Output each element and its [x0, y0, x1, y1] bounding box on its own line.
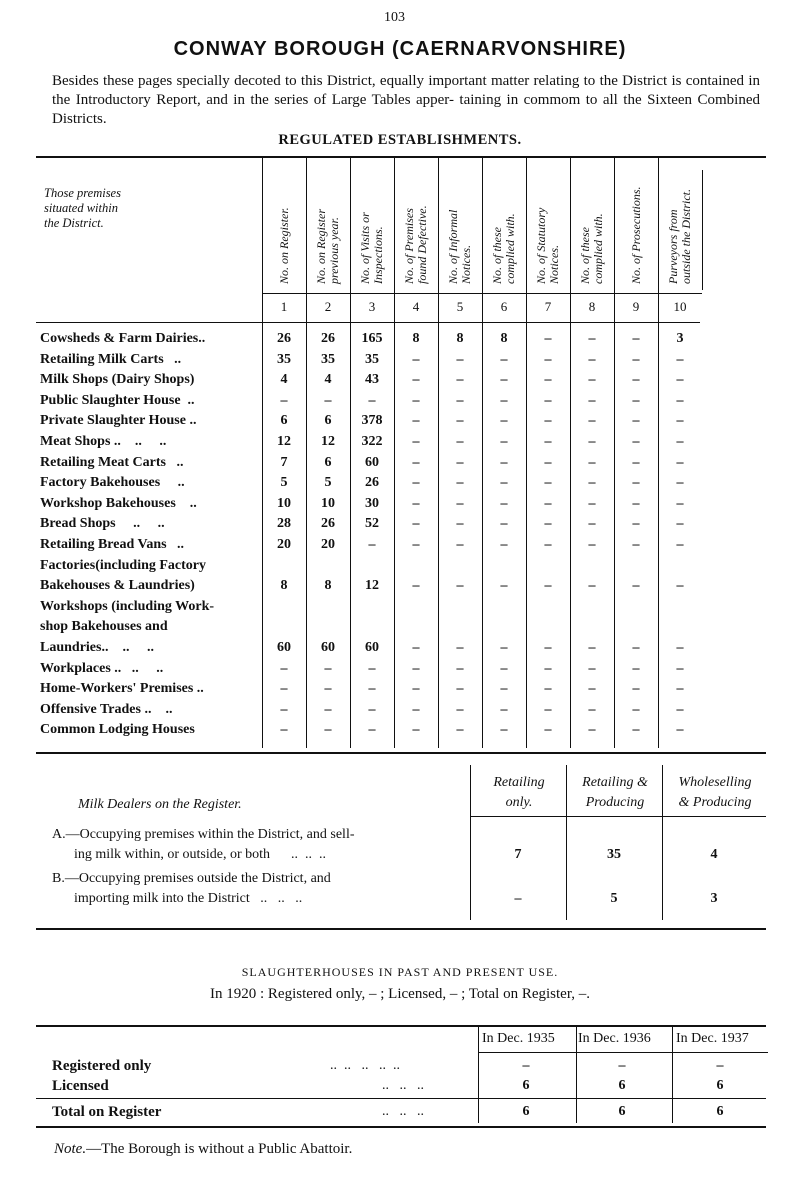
leader-dots: .. .. .. .. .. [330, 1058, 400, 1073]
table-cell: 4 [280, 372, 288, 388]
column-header-7: No. of Statutory [534, 207, 548, 284]
row-label: Workshop Bakehouses .. [40, 495, 197, 511]
table-cell: – [632, 331, 640, 346]
table-cell: 28 [277, 516, 291, 532]
row-label: Workplaces .. .. .. [40, 660, 164, 676]
table-cell: 4 [324, 372, 332, 388]
table-cell: – [280, 660, 288, 676]
regulated-heading: REGULATED ESTABLISHMENTS. [278, 132, 522, 148]
row-label: Public Slaughter House .. [40, 392, 195, 408]
table-cell: 5 [280, 475, 288, 491]
table-cell: – [676, 537, 684, 552]
table-cell: – [500, 701, 508, 717]
table-cell: 6 [324, 454, 332, 470]
table-cell: – [500, 392, 508, 408]
table-cell: 378 [361, 413, 383, 429]
slaughter-column-header: In Dec. 1937 [676, 1031, 749, 1046]
table-cell: 52 [365, 516, 379, 532]
table-cell: 60 [365, 640, 379, 655]
table-cell: – [676, 701, 684, 717]
row-label: Milk Shops (Dairy Shops) [40, 372, 195, 388]
table-cell: – [676, 475, 684, 491]
table-cell: – [544, 392, 552, 408]
table-cell: 26 [321, 516, 335, 532]
slaughterhouses-subheading: In 1920 : Registered only, – ; Licensed, – ; Total on Register, –. [210, 986, 590, 1002]
leader-dots: .. .. .. [382, 1078, 424, 1093]
table-cell: 8 [412, 331, 420, 346]
table-cell: – [632, 495, 640, 511]
table-cell: – [544, 660, 552, 676]
table-cell: – [588, 392, 596, 408]
table-cell: – [500, 516, 508, 532]
table-cell: – [632, 701, 640, 717]
row-label: Common Lodging Houses [40, 722, 195, 738]
column-header-8: complied with. [591, 213, 605, 284]
table-cell: – [456, 701, 464, 717]
table-cell: – [456, 640, 464, 655]
table-cell: 10 [277, 495, 291, 511]
table-cell: 35 [365, 351, 379, 367]
table-cell: – [676, 722, 684, 738]
table-cell: – [412, 722, 420, 738]
slaughter-cell: 6 [618, 1104, 626, 1119]
page-number: 103 [384, 10, 405, 25]
table-cell: – [632, 372, 640, 388]
table-cell: 6 [280, 413, 288, 429]
table-cell: – [676, 372, 684, 388]
milk-row-label: A.—Occupying premises within the District, and sell- [52, 827, 355, 842]
table-cell: – [676, 434, 684, 449]
column-number: 1 [280, 299, 288, 314]
table-cell: 8 [456, 331, 464, 346]
column-header-8: No. of these [578, 227, 592, 284]
table-cell: 35 [321, 351, 335, 367]
row-label: shop Bakehouses and [40, 619, 168, 635]
table-cell: – [456, 578, 464, 594]
table-cell: 3 [676, 331, 684, 346]
table-cell: – [544, 331, 552, 346]
table-cell: – [544, 475, 552, 491]
slaughter-cell: 6 [716, 1104, 724, 1119]
table-cell: – [588, 722, 596, 738]
table-cell: – [412, 372, 420, 388]
table-cell: – [412, 701, 420, 717]
table-cell: – [500, 722, 508, 738]
table-cell: – [500, 351, 508, 367]
table-cell: – [280, 392, 288, 408]
table-cell: – [544, 681, 552, 697]
column-header-6: No. of these [490, 227, 504, 284]
slaughter-cell: 6 [618, 1078, 626, 1093]
row-label: Meat Shops .. .. .. [40, 434, 167, 449]
table-cell: – [588, 578, 596, 594]
table-cell: – [632, 660, 640, 676]
table-cell: – [456, 392, 464, 408]
table-cell: – [412, 578, 420, 594]
table-cell: – [544, 372, 552, 388]
table-cell: 7 [280, 454, 288, 470]
table-cell: – [412, 434, 420, 449]
table-cell: 35 [277, 351, 291, 367]
table-cell: – [632, 434, 640, 449]
table-cell: – [588, 413, 596, 429]
table-cell: – [676, 578, 684, 594]
milk-column-header: Retailing & [582, 775, 648, 790]
column-number: 7 [544, 299, 552, 314]
table-cell: – [588, 372, 596, 388]
table-cell: – [632, 392, 640, 408]
table-cell: – [368, 660, 376, 676]
row-label: Factories(including Factory [40, 557, 207, 573]
table-cell: – [500, 640, 508, 655]
table-cell: – [544, 640, 552, 655]
table-cell: 26 [277, 331, 291, 346]
table-cell: – [676, 351, 684, 367]
milk-cell: – [514, 891, 522, 906]
milk-cell: 35 [607, 847, 621, 862]
row-label: Cowsheds & Farm Dairies.. [40, 331, 206, 346]
table-cell: 322 [361, 434, 383, 449]
row-label: Home-Workers' Premises .. [40, 681, 204, 697]
slaughter-cell: 6 [716, 1078, 724, 1093]
table-cell: 60 [321, 640, 335, 655]
table-cell: – [412, 351, 420, 367]
milk-column-header: Producing [585, 795, 645, 810]
table-cell: – [324, 701, 332, 717]
column-header-1: No. on Register. [276, 207, 291, 284]
table-cell: 12 [277, 434, 291, 449]
table-cell: – [500, 434, 508, 449]
table-cell: – [412, 516, 420, 532]
table-cell: – [456, 475, 464, 491]
table-cell: – [456, 537, 464, 552]
row-label: Factory Bakehouses .. [40, 475, 185, 491]
table-cell: – [676, 495, 684, 511]
row-label: Bakehouses & Laundries) [40, 578, 195, 594]
column-header-10: outside the District. [679, 189, 693, 284]
column-header-10: Purveyors from [666, 209, 680, 284]
table-cell: – [412, 681, 420, 697]
column-header-3: No. of Visits or [358, 212, 372, 284]
table-cell: – [544, 351, 552, 367]
table-cell: 43 [365, 372, 379, 388]
slaughter-column-header: In Dec. 1935 [482, 1031, 555, 1046]
milk-cell: 3 [710, 891, 718, 906]
table-cell: 30 [365, 495, 379, 511]
milk-column-header: only. [505, 795, 533, 810]
table-cell: – [632, 351, 640, 367]
column-header-5: Notices. [459, 245, 473, 284]
table-cell: – [500, 475, 508, 491]
table-cell: – [588, 495, 596, 511]
column-number: 8 [588, 299, 596, 314]
table-cell: – [676, 681, 684, 697]
table-cell: – [588, 475, 596, 491]
column-number: 3 [368, 299, 376, 314]
table-cell: – [368, 701, 376, 717]
table-cell: – [544, 701, 552, 717]
table-cell: – [588, 331, 596, 346]
table-cell: – [588, 434, 596, 449]
table-cell: – [412, 392, 420, 408]
table-cell: – [544, 454, 552, 470]
table-cell: – [456, 454, 464, 470]
column-header-2: No. on Register [314, 209, 328, 284]
column-number: 2 [324, 299, 332, 314]
table-cell: – [456, 516, 464, 532]
table-cell: – [632, 516, 640, 532]
table-cell: – [544, 578, 552, 594]
column-header-2: previous year. [327, 217, 341, 284]
colnum-rule [36, 322, 700, 323]
table-cell: – [368, 392, 376, 408]
table-cell: 8 [324, 578, 332, 594]
table-cell: – [632, 475, 640, 491]
table-cell: – [500, 660, 508, 676]
page-title: CONWAY BOROUGH (CAERNARVONSHIRE) [173, 38, 627, 60]
table-cell: – [632, 413, 640, 429]
table-cell: – [456, 722, 464, 738]
slaughter-column-header: In Dec. 1936 [578, 1031, 651, 1046]
table-cell: – [368, 537, 376, 552]
table-cell: – [588, 351, 596, 367]
table-cell: – [544, 434, 552, 449]
table-cell: – [500, 578, 508, 594]
column-number: 5 [456, 299, 464, 314]
note: Note.—The Borough is without a Public Abattoir. [54, 1141, 353, 1157]
table-cell: – [280, 701, 288, 717]
milk-cell: 5 [610, 891, 618, 906]
column-header-4: found Defective. [415, 205, 429, 284]
table-cell: – [676, 640, 684, 655]
table-cell: – [632, 681, 640, 697]
table-cell: – [632, 578, 640, 594]
table-cell: – [588, 701, 596, 717]
slaughter-cell: – [522, 1058, 530, 1073]
table-bottom-rule [36, 752, 766, 754]
table-cell: – [632, 454, 640, 470]
slaughter-cell: 6 [522, 1104, 530, 1119]
table-cell: – [280, 681, 288, 697]
leader-dots: .. .. .. [382, 1104, 424, 1119]
table-cell: – [500, 537, 508, 552]
table-cell: – [676, 660, 684, 676]
table-cell: 12 [365, 578, 379, 594]
row-label: Private Slaughter House .. [40, 413, 197, 429]
table-cell: – [456, 372, 464, 388]
table-cell: 12 [321, 434, 335, 449]
milk-cell: 4 [710, 847, 718, 862]
table-cell: – [676, 392, 684, 408]
table-cell: 10 [321, 495, 335, 511]
milk-row-label: B.—Occupying premises outside the District, and [52, 871, 331, 886]
slaughterhouses-heading: SLAUGHTERHOUSES IN PAST AND PRESENT USE. [241, 965, 559, 979]
table-cell: – [412, 454, 420, 470]
slaughter-row-label: Registered only [52, 1058, 152, 1074]
row-label: Retailing Bread Vans .. [40, 537, 185, 552]
slaughter-row-label: Licensed [52, 1078, 109, 1094]
table-cell: – [676, 516, 684, 532]
table-cell: – [588, 640, 596, 655]
table-cell: – [632, 537, 640, 552]
table-cell: 8 [280, 578, 288, 594]
milk-column-header: Retailing [493, 775, 545, 790]
table-cell: – [500, 372, 508, 388]
table-cell: – [588, 454, 596, 470]
row-label: Bread Shops .. .. [40, 516, 165, 532]
first-column-header: Those premises situated within the District. [44, 186, 121, 230]
table-cell: – [544, 516, 552, 532]
table-cell: – [368, 722, 376, 738]
column-header-5: No. of Informal [446, 209, 460, 284]
column-header-4: No. of Premises [402, 208, 416, 284]
column-number: 9 [632, 299, 640, 314]
milk-heading: Milk Dealers on the Register. [78, 797, 242, 812]
table-cell: – [676, 454, 684, 470]
milk-row-label: ing milk within, or outside, or both .. .. .. [74, 847, 326, 862]
table-cell: – [544, 495, 552, 511]
milk-cell: 7 [514, 847, 522, 862]
column-header-3: Inspections. [371, 226, 385, 284]
table-cell: – [324, 392, 332, 408]
column-number: 10 [673, 299, 687, 314]
table-cell: 60 [277, 640, 291, 655]
table-cell: – [412, 413, 420, 429]
table-cell: – [412, 660, 420, 676]
table-cell: – [412, 495, 420, 511]
milk-row-label: importing milk into the District .. .. .. [74, 891, 303, 906]
table-cell: 26 [365, 475, 379, 491]
table-cell: – [588, 660, 596, 676]
table-cell: – [500, 413, 508, 429]
table-cell: – [412, 537, 420, 552]
column-header-9: No. of Prosecutions. [628, 186, 643, 284]
milk-column-header: Wholeselling [678, 775, 752, 790]
table-cell: – [412, 475, 420, 491]
table-cell: – [500, 454, 508, 470]
table-cell: – [456, 351, 464, 367]
table-cell: – [500, 495, 508, 511]
row-label: Offensive Trades .. .. [40, 701, 173, 717]
table-cell: – [280, 722, 288, 738]
table-cell: 60 [365, 454, 379, 470]
table-cell: – [500, 681, 508, 697]
table-cell: 6 [324, 413, 332, 429]
table-cell: – [368, 681, 376, 697]
intro-paragraph: Besides these pages specially decoted to this District, equally important matter relating to the District is contained in the Introductory Report, and in the series of Large Tables apper- taining in commom to all the Sixteen Combined Districts. [52, 73, 760, 127]
table-cell: 8 [500, 331, 508, 346]
table-cell: – [324, 660, 332, 676]
table-cell: – [632, 722, 640, 738]
table-cell: – [544, 537, 552, 552]
table-cell: – [456, 660, 464, 676]
row-label: Laundries.. .. .. [40, 640, 154, 655]
table-cell: – [588, 681, 596, 697]
column-header-7: Notices. [547, 245, 561, 284]
table-cell: – [632, 640, 640, 655]
table-top-rule [36, 156, 766, 158]
table-cell: 26 [321, 331, 335, 346]
slaughter-cell: – [618, 1058, 626, 1073]
table-cell: 20 [277, 537, 291, 552]
table-cell: – [676, 413, 684, 429]
table-cell: – [588, 537, 596, 552]
table-cell: – [456, 434, 464, 449]
row-label: Retailing Milk Carts .. [40, 351, 182, 367]
table-cell: – [324, 722, 332, 738]
slaughter-cell: – [716, 1058, 724, 1073]
table-cell: – [324, 681, 332, 697]
table-cell: – [588, 516, 596, 532]
slaughter-cell: 6 [522, 1078, 530, 1093]
column-header-6: complied with. [503, 213, 517, 284]
table-cell: – [544, 722, 552, 738]
table-cell: – [544, 413, 552, 429]
row-label: Workshops (including Work- [40, 598, 215, 614]
table-cell: – [456, 495, 464, 511]
column-number: 4 [412, 299, 420, 314]
table-cell: 5 [324, 475, 332, 491]
column-number: 6 [500, 299, 508, 314]
table-cell: 165 [361, 331, 383, 346]
table-cell: 20 [321, 537, 335, 552]
row-label: Retailing Meat Carts .. [40, 454, 184, 470]
milk-column-header: & Producing [678, 795, 752, 810]
table-cell: – [456, 413, 464, 429]
table-cell: – [456, 681, 464, 697]
table-cell: – [412, 640, 420, 655]
slaughter-row-label: Total on Register [52, 1104, 162, 1120]
